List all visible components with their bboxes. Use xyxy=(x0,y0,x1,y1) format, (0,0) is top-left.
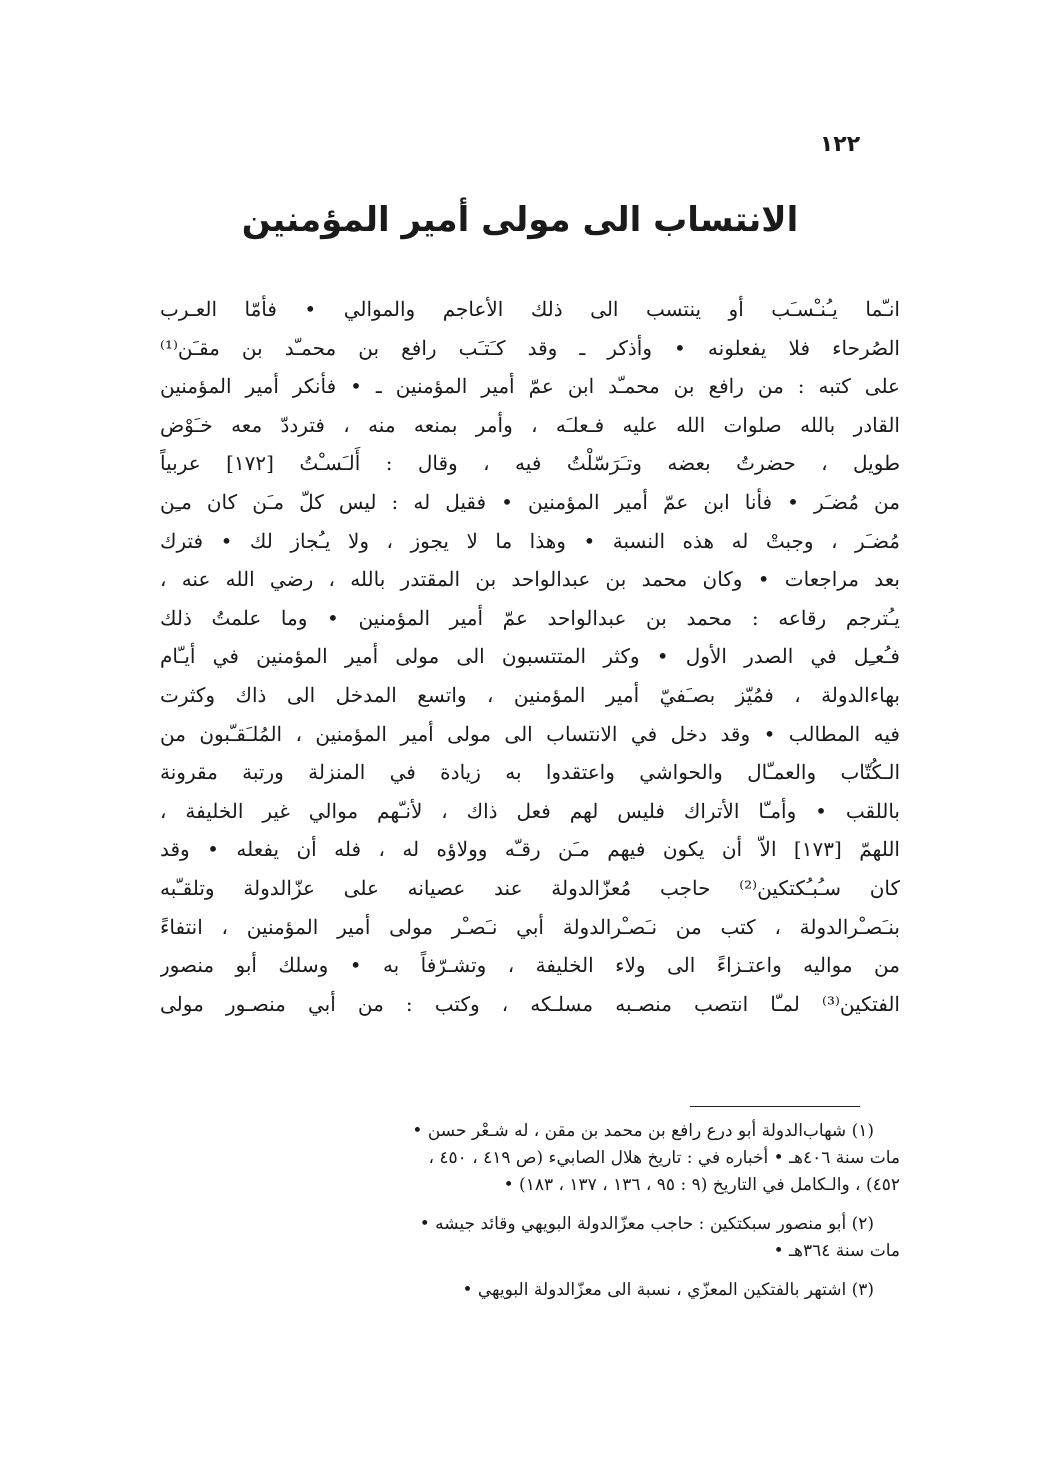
body-line: فيه المطالب • وقد دخل في الانتساب الى مولى أمير المؤمنين ، المُلـَقـّبون من xyxy=(160,721,900,746)
body-text xyxy=(160,290,900,1023)
body-line: فـُعـِل في الصدر الأول • وكثر المتتسبون الى مولى أمير المؤمنين في أيـّام xyxy=(160,644,900,669)
footnotes xyxy=(160,1118,900,1304)
footnote-line: مات سنة ٣٦٤هـ • xyxy=(773,1241,900,1261)
body-line: يـُترجم رقاعه : محمد بن عبدالواحد عمّ أمير المؤمنين • وما علمتُ ذلك xyxy=(160,605,900,630)
body-line: من مُضـَر • فأنا ابن عمّ أمير المؤمنين • فقيل له : ليس كلّ مـَن كان مـِن xyxy=(160,489,900,514)
body-line: القادر بالله صلوات الله عليه فـعلـَه ، وأمر بمنعه منه ، فترددّ معه خـَوْض xyxy=(160,412,900,437)
body-line: انـّما يـُنـْسـَب أو ينتسب الى ذلك الأعاجم والموالي • فأمّا العـرب xyxy=(160,297,900,321)
chapter-title: الانتساب الى مولى أمير المؤمنين xyxy=(241,200,799,240)
footnote-line: مات سنة ٤٠٦هـ • أخباره في : تاريخ هلال الصابيء (ص ٤١٩ ، ٤٥٠ ، xyxy=(428,1148,900,1168)
body-line: الصُرحاء فلا يفعلونه • وأذكر ـ وقد كـَتـَب رافع بن محمـّد بن مقـَن⁽¹⁾ xyxy=(160,335,900,360)
body-line: بهاءالدولة ، فمُيّز بصـَفيّ أمير المؤمنين ، واتسع المدخل الى ذاك وكثرت xyxy=(160,682,900,707)
footnote-divider xyxy=(690,1106,860,1107)
body-line: على كتبه : من رافع بن محمـّد ابن عمّ أمير المؤمنين ـ • فأنكر أمير المؤمنين xyxy=(160,374,900,399)
body-line: الـكُتّاب والعمـّال والحواشي واعتقدوا به زيادة في المنزلة ورتبة مقرونة xyxy=(160,760,900,785)
body-line: الفتكين⁽³⁾ لمـّا انتصب منصـبه مسلـكه ، وكتب : من أبي منصـور مولى xyxy=(160,991,900,1016)
body-line: كان سـُبـُكتكين⁽²⁾ حاجب مُعزّالدولة عند عصيانه على عزّالدولة وتلقـّبه xyxy=(160,875,900,900)
page-number: ١٢٢ xyxy=(819,132,861,157)
body-line: مُضـَر ، وجبتْ له هذه النسبة • وهذا ما لا يجوز ، ولا يـُجاز لك • فترك xyxy=(160,528,900,553)
footnote-line: (٢) أبو منصور سبكتكين : حاجب معزّالدولة البويهي وقائد جيشه • xyxy=(419,1214,874,1234)
footnote-line: ٤٥٢) ، والـكامل في التاريخ (٩ : ٩٥ ، ١٣٦ ، ١٣٧ ، ١٨٣) • xyxy=(503,1175,900,1195)
footnote-3 xyxy=(160,1277,900,1304)
footnote-line: (١) شهاب‌الدولة أبو درع رافع بن محمد بن مقن ، له شـعْر حسن • xyxy=(412,1121,874,1141)
body-line: بعد مراجعات • وكان محمد بن عبدالواحد بن المقتدر بالله ، رضي الله عنه ، xyxy=(160,567,900,592)
footnote-line: (٣) اشتهر بالفتكين المعزّي ، نسبة الى معزّالدولة البويهي • xyxy=(462,1280,874,1300)
body-line: طويل ، حضرتُ بعضه وتـَرَسّلْتُ فيه ، وقال : أَلـَسـْتُ [١٧٢] عربياً xyxy=(160,451,900,476)
body-line: بنـَصـْرالدولة ، كتب من نـَصـْرالدولة أبي نـَصـْر مولى أمير المؤمنين ، انتفاءً xyxy=(160,914,900,939)
body-line: باللقب • وأمـّا الأتراك فليس لهم فعل ذاك ، لأنـّهم موالي غير الخليفة ، xyxy=(160,798,900,823)
footnote-1 xyxy=(160,1118,900,1199)
body-line: من مواليه واعتـزاءً الى ولاء الخليفة ، وتشـرّفاً به • وسلك أبو منصور xyxy=(160,953,900,978)
body-line: اللهمّ [١٧٣] الاّ أن يكون فيهم مـَن رقـّه وولاؤه له ، فله أن يفعله • وقد xyxy=(160,837,900,862)
footnote-2 xyxy=(160,1211,900,1265)
